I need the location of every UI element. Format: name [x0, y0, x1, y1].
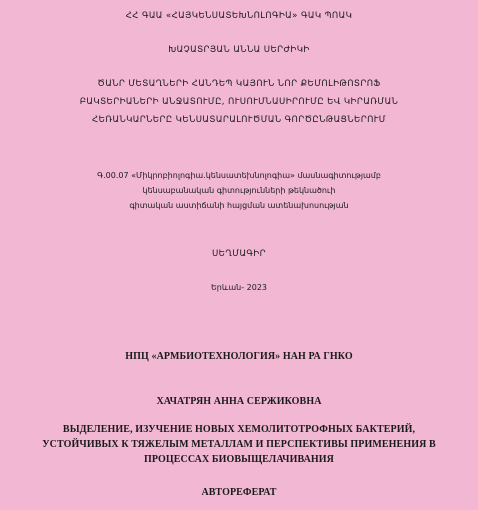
armenian-degree-line: կենսաբանական գիտությունների թեկնածուի: [142, 186, 336, 195]
armenian-place-year: Երևան- 2023: [210, 283, 268, 292]
russian-doc-type: АВТОРЕФЕРАТ: [201, 487, 277, 498]
armenian-institution: ՀՀ ԳԱԱ «ՀԱՅԿԵՆՍԱՏԵԽՆՈԼՈԳԻԱ» ԳԱԿ ՊՈԱԿ: [125, 11, 353, 21]
armenian-title-line: ԾԱՆՐ ՄԵՏԱՂՆԵՐԻ ՀԱՆԴԵՊ ԿԱՅՈՒՆ ՆՈՐ ՔԵՄՈԼԻԹՈՏՐՈՖ: [97, 79, 381, 89]
armenian-degree-line: գիտական աստիճանի հայցման ատենախոսության: [129, 201, 349, 210]
armenian-degree-line: Գ.00.07 «Միկրոբիոլոգիա.կենսատեխնոլոգիա» մասնագիտությամբ: [97, 171, 381, 180]
armenian-doc-type: ՍԵՂՄԱԳԻՐ: [211, 249, 266, 259]
russian-title-line: ВЫДЕЛЕНИЕ, ИЗУЧЕНИЕ НОВЫХ ХЕМОЛИТОТРОФНЫХ БАКТЕРИЙ,: [62, 424, 416, 435]
russian-author: ХАЧАТРЯН АННА СЕРЖИКОВНА: [156, 396, 322, 407]
armenian-title-line: ԲԱԿՏԵՐԻԱՆԵՐԻ ԱՆՋԱՏՈՒՄԸ, ՈՒՍՈՒՄՆԱՍԻՐՈՒՄԸ ԵՎ ԿԻՐԱՌՄԱՆ: [79, 97, 399, 107]
armenian-title-line: ՀԵՌԱՆԿԱՐՆԵՐԸ ԿԵՆՍԱՏԱՐԱԼՈՒԾՄԱՆ ԳՈՐԾԸՆԹԱՑՆԵՐՈՒՄ: [92, 115, 386, 125]
russian-title-line: УСТОЙЧИВЫХ К ТЯЖЕЛЫМ МЕТАЛЛАМ И ПЕРСПЕКТИВЫ ПРИМЕНЕНИЯ В: [42, 439, 436, 450]
armenian-author: ԽԱՉԱՏՐՅԱՆ ԱՆՆԱ ՍԵՐԺԻԿԻ: [168, 45, 310, 55]
russian-title-line: ПРОЦЕССАХ БИОВЫЩЕЛАЧИВАНИЯ: [143, 454, 335, 465]
russian-institution: НПЦ «АРМБИОТЕХНОЛОГИЯ» НАН РА ГНКО: [125, 351, 353, 362]
